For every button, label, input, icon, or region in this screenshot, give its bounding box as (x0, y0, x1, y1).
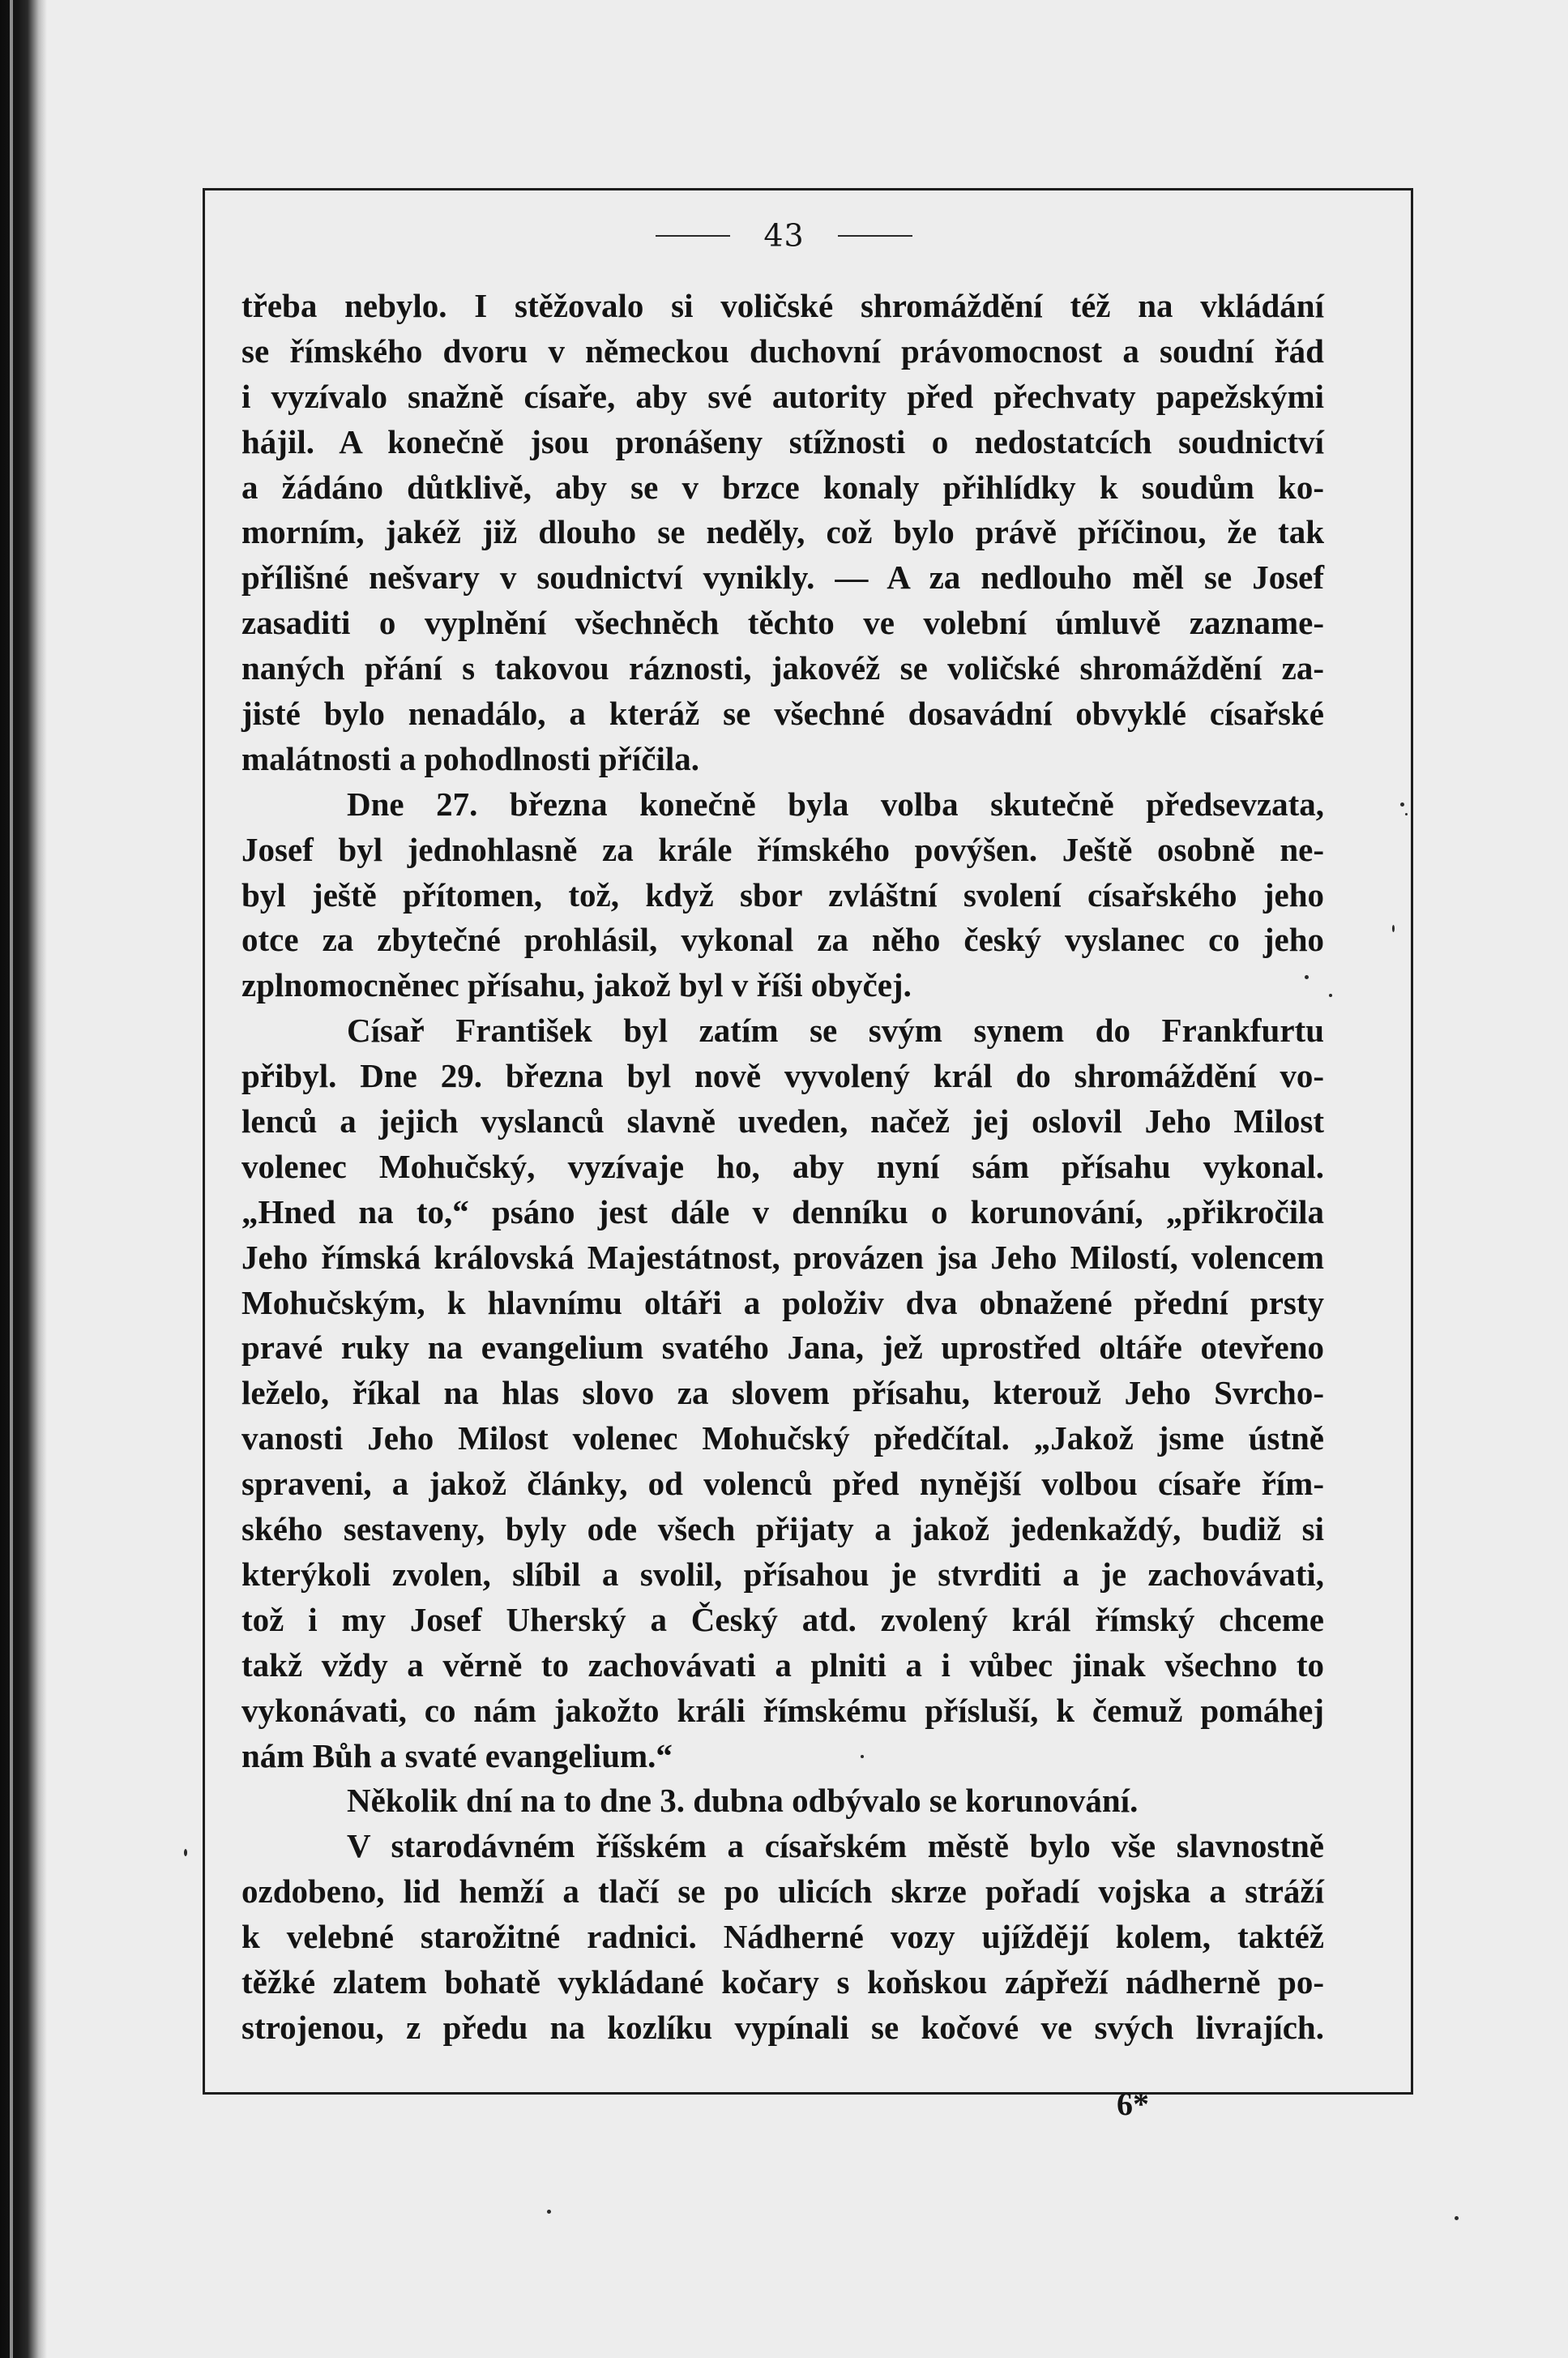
text-line: se římského dvoru v německou duchovní právomocnost a soudní řád (241, 332, 1324, 370)
text-line: zasaditi o vyplnění všechněch těchto ve volební úmluvě zazname- (241, 604, 1324, 642)
text-line: zplnomocněnec přísahu, jakož byl v říši obyčej. (241, 966, 912, 1004)
text-line: vykonávati, co nám jakožto králi římskému přísluší, k čemuž pomáhej (241, 1691, 1324, 1729)
text-line: Josef byl jednohlasně za krále římského povýšen. Ještě osobně ne- (241, 830, 1324, 868)
text-line: těžké zlatem bohatě vykládané kočary s koňskou zápřeží nádherně po- (241, 1962, 1324, 2001)
text-line: hájil. A konečně jsou pronášeny stížnosti o nedostatcích soudnictví (241, 422, 1324, 460)
page-binding-shadow (0, 0, 47, 2358)
text-line: Mohučským, k hlavnímu oltáři a položiv dva obnažené přední prsty (241, 1283, 1324, 1321)
ink-speck (547, 2210, 551, 2214)
text-line: Dne 27. března konečně byla volba skutečně předsevzata, (347, 785, 1324, 823)
text-line: „Hned na to,“ psáno jest dále v denníku o korunování, „přikročila (241, 1192, 1324, 1230)
text-line: i vyzívalo snažně císaře, aby své autority před přechvaty papežskými (241, 377, 1324, 415)
text-line: přibyl. Dne 29. března byl nově vyvolený král do shromáždění vo- (241, 1057, 1324, 1095)
header-dash-left (656, 235, 730, 237)
text-line: nám Bůh a svaté evangelium.“ (241, 1736, 673, 1774)
page-number: 43 (763, 217, 805, 254)
text-line: tož i my Josef Uherský a Český atd. zvolený král římský chceme (241, 1600, 1324, 1638)
text-line: V starodávném říšském a císařském městě bylo vše slavnostně (347, 1827, 1324, 1865)
text-line: otce za zbytečné prohlásil, vykonal za něho český vyslanec co jeho (241, 921, 1324, 959)
ink-speck (184, 1849, 187, 1856)
text-line: ozdobeno, lid hemží a tlačí se po ulicích skrze pořadí vojska a stráží (241, 1872, 1324, 1911)
text-line: lenců a jejich vyslanců slavně uveden, načež jej oslovil Jeho Milost (241, 1102, 1324, 1140)
text-line: morním, jakéž již dlouho se neděly, což bylo právě příčinou, že tak (241, 513, 1324, 551)
text-line: a žádáno důtklivě, aby se v brzce konaly přihlídky k soudům ko- (241, 468, 1324, 506)
text-line: byl ještě přítomen, tož, když sbor zvláštní svolení císařského jeho (241, 875, 1324, 914)
ink-speck (1329, 994, 1332, 997)
text-line: k velebné starožitné radnici. Nádherné vozy ujíždějí kolem, taktéž (241, 1918, 1324, 1956)
text-line: spraveni, a jakož články, od volenců před nynější volbou císaře řím- (241, 1465, 1324, 1503)
binding-edge-line (10, 0, 13, 2358)
text-line: Jeho římská královská Majestátnost, provázen jsa Jeho Milostí, volencem (241, 1238, 1324, 1276)
ink-speck (861, 1755, 864, 1758)
text-line: takž vždy a věrně to zachovávati a plniti a i vůbec jinak všechno to (241, 1645, 1324, 1684)
text-line: Císař František byl zatím se svým synem do Frankfurtu (347, 1012, 1324, 1050)
text-line: vanosti Jeho Milost volenec Mohučský předčítal. „Jakož jsme ústně (241, 1419, 1324, 1457)
text-line: ského sestaveny, byly ode všech přijaty a jakož jedenkaždý, budiž si (241, 1510, 1324, 1548)
ink-speck (1400, 802, 1404, 807)
text-line: Několik dní na to dne 3. dubna odbývalo se korunování. (347, 1782, 1139, 1820)
signature-mark: 6* (1117, 2086, 1149, 2122)
text-line: strojenou, z předu na kozlíku vypínali se kočové ve svých livrajích. (241, 2008, 1324, 2046)
text-line: leželo, říkal na hlas slovo za slovem přísahu, kterouž Jeho Svrcho- (241, 1374, 1324, 1412)
text-line: jisté bylo nenadálo, a kteráž se všechné dosavádní obvyklé císařské (241, 695, 1324, 733)
text-line: volenec Mohučský, vyzívaje ho, aby nyní sám přísahu vykonal. (241, 1147, 1324, 1185)
ink-speck (1392, 925, 1395, 932)
ink-speck (1305, 975, 1309, 979)
text-line: třeba nebylo. I stěžovalo si voličské shromáždění též na vkládání (241, 287, 1324, 324)
text-line: přílišné nešvary v soudnictví vynikly. — A za nedlouho měl se Josef (241, 558, 1324, 597)
text-line: naných přání s takovou ráznosti, jakovéž se voličské shromáždění za- (241, 649, 1324, 687)
text-line: kterýkoli zvolen, slíbil a svolil, přísahou je stvrditi a je zachovávati, (241, 1555, 1324, 1593)
ink-speck (1455, 2216, 1459, 2220)
page-header (0, 215, 1568, 254)
text-line: pravé ruky na evangelium svatého Jana, jež uprostřed oltáře otevřeno (241, 1329, 1324, 1367)
ink-speck (1405, 813, 1408, 815)
body-text (241, 284, 1324, 2051)
header-dash-right (838, 235, 912, 237)
text-line: malátnosti a pohodlnosti příčila. (241, 739, 699, 777)
